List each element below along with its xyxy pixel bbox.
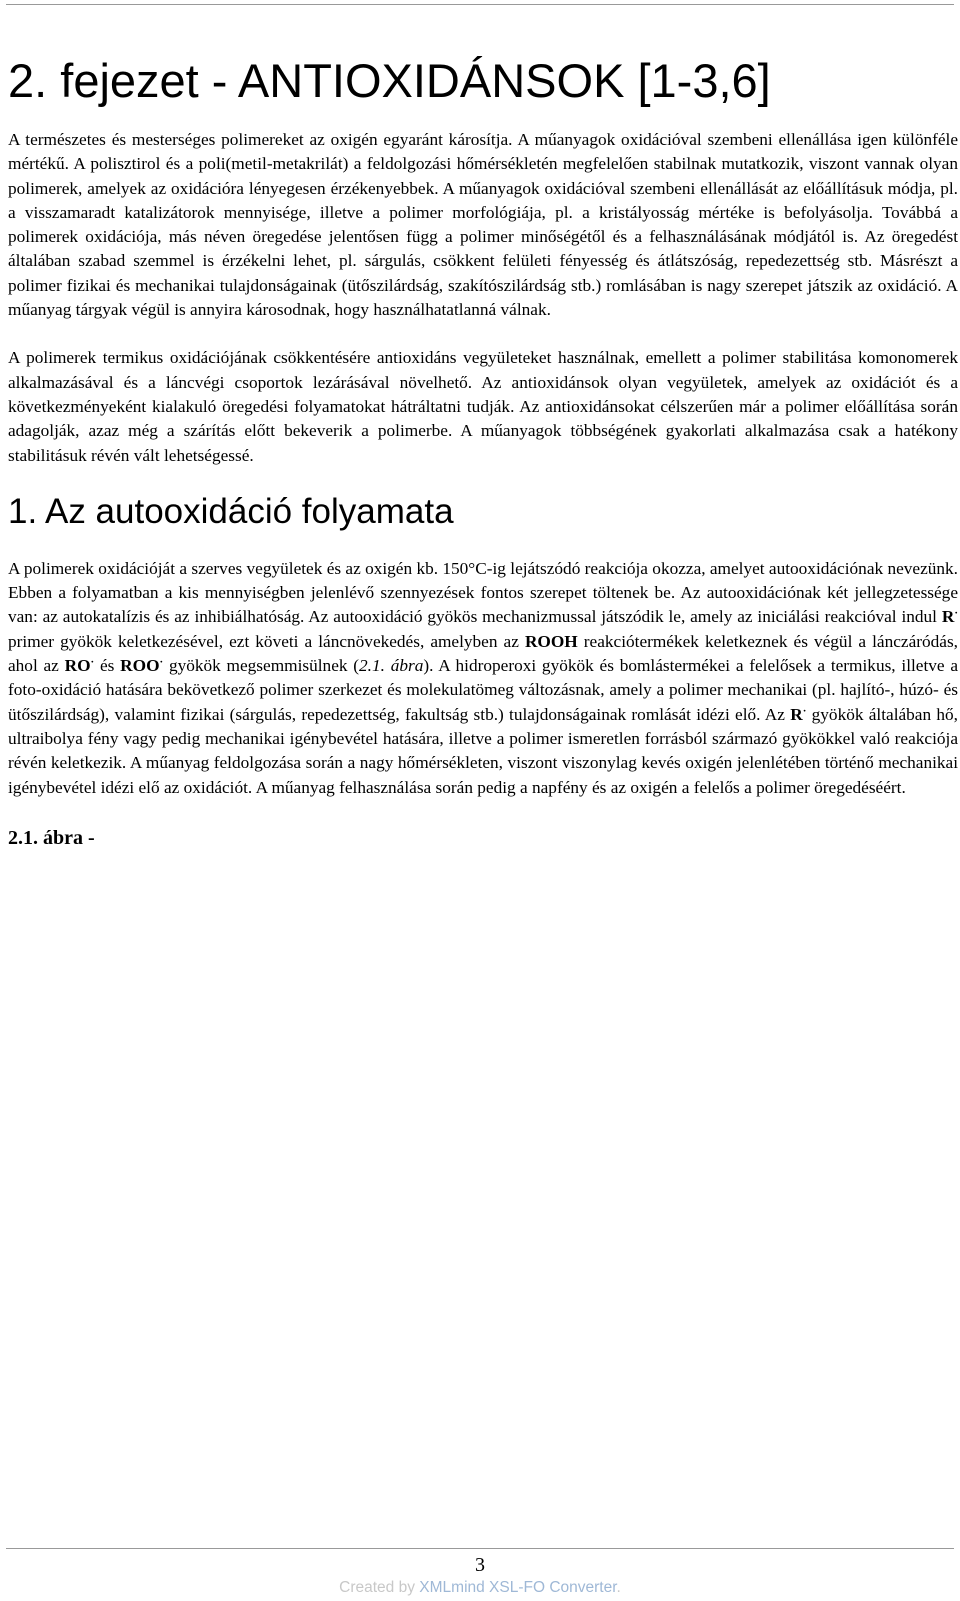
figure-reference-link[interactable]: 2.1. ábra	[359, 656, 424, 676]
radical-roo: ROO·	[120, 656, 164, 676]
figure-caption: 2.1. ábra -	[8, 826, 95, 849]
intro-paragraph-2: A polimerek termikus oxidációjának csökkentésére antioxidáns vegyületeket használnak, emellett a polimer stabilitása komonomerek alkalmazásával és a láncvégi csoportok lezárásával növelhető. Az antioxidánsok olyan vegyületek, amelyek az oxidációt és a következményeként kialakuló öregedési folyamatokat hátráltatni tudják. Az antioxidánsokat célszerűen már a polimer előállítása során adagolják, azaz még a szárítás előtt bekeverik a polimerbe. A műanyagok többségének gyakorlati alkalmazása csak a hatékony stabilitásuk révén vált lehetségessé.	[8, 348, 958, 465]
text-run: primer gyökök keletkezésével, ezt követi a láncnövekedés, amelyben az	[8, 631, 525, 651]
page-number: 3	[475, 1554, 485, 1576]
radical-r: R·	[941, 607, 958, 627]
section-paragraph	[8, 557, 958, 800]
text-run: és	[94, 656, 121, 676]
intro-paragraph-1: A természetes és mesterséges polimereket az oxigén egyaránt károsítja. A műanyagok oxidációval szembeni ellenállása igen különféle mértékű. A polisztirol és a poli(metil-metakrilát) a feldolgozási hőmérsékletén megfelelően stabilnak mutatkozik, viszont vannak olyan polimerek, amelyek az oxidációra lényegesen érzékenyebbek. A műanyagok oxidációval szembeni ellenállását az előállításuk módja, pl. a visszamaradt katalizátorok mennyisége, illetve a polimer morfológiája, pl. a kristályosság mértéke is befolyásolja. Továbbá a polimerek oxidációja, más néven öregedése jelentősen függ a polimer minőségétől és a felhasználásának módjától is. Az öregedést általában szabad szemmel is érzékelni lehet, pl. sárgulás, csökkent felületi fényesség és átlátszóság, repedezettség stb. Másrészt a polimer fizikai és mechanikai tulajdonságainak (ütőszilárdság, szakítószilárdság stb.) romlásában is nagy szerepet játszik az oxidáció. A műanyag tárgyak végül is annyira károsodnak, hogy használhatatlanná válnak.	[8, 130, 958, 320]
chapter-title: 2. fejezet - ANTIOXIDÁNSOK [1-3,6]	[8, 54, 771, 107]
text-run: A polimerek oxidációját a szerves vegyületek és az oxigén kb. 150°C-ig lejátszódó reakciója okozza, amelyet autooxidációnak nevezünk. Ebben a folyamatban a kis mennyiségben jelenlévő szennyezések fontos szerepet töltenek be. Az autooxidációnak két jellegzetessége van: az autokatalízis és az inhibiálhatóság. Az autooxidáció gyökös mechanizmussal játszódik le, amely az iniciálási reakcióval indul	[8, 558, 958, 627]
text-run: gyökök általában hő, ultraibolya fény vagy pedig mechanikai igénybevétel hatására, illetve a polimer ismeretlen forrásból származó gyökökkel való reakciója révén keletkezik. A műanyag feldolgozása során a nagy hőmérsékleten, viszont viszonylag kevés oxigén jelenlétében történő mechanikai igénybevétel idézi elő az oxidációt. A műanyag felhasználása során pedig a napfény és az oxigén a felelős a polimer öregedéséért.	[8, 704, 958, 797]
compound-rooh: ROOH	[524, 631, 578, 651]
document-page	[8, 0, 958, 850]
radical-ro: RO·	[64, 656, 95, 676]
converter-link[interactable]: XMLmind XSL-FO Converter	[419, 1579, 617, 1596]
radical-r: R·	[790, 704, 807, 724]
generator-credit: Created by XMLmind XSL-FO Converter.	[339, 1579, 621, 1596]
section-title: 1. Az autooxidáció folyamata	[8, 491, 454, 531]
text-run: ). A hidroperoxi gyökök és bomlástermékei a felelősek a termikus, illetve a foto-oxidáció hatására bekövetkező polimer szerkezet és molekulatömeg változásnak, amely a polimer mechanikai (pl. hajlító-, húzó- és ütőszilárdság), valamint fizikai (sárgulás, repedezettség, fakultság stb.) tulajdonságainak romlását idézi elő. Az	[8, 656, 959, 724]
footer-rule	[6, 1548, 954, 1549]
text-run: gyökök megsemmisülnek (	[163, 656, 360, 676]
text-run: reakciótermékek keletkeznek és végül a lánczáródás, ahol az	[8, 631, 958, 676]
